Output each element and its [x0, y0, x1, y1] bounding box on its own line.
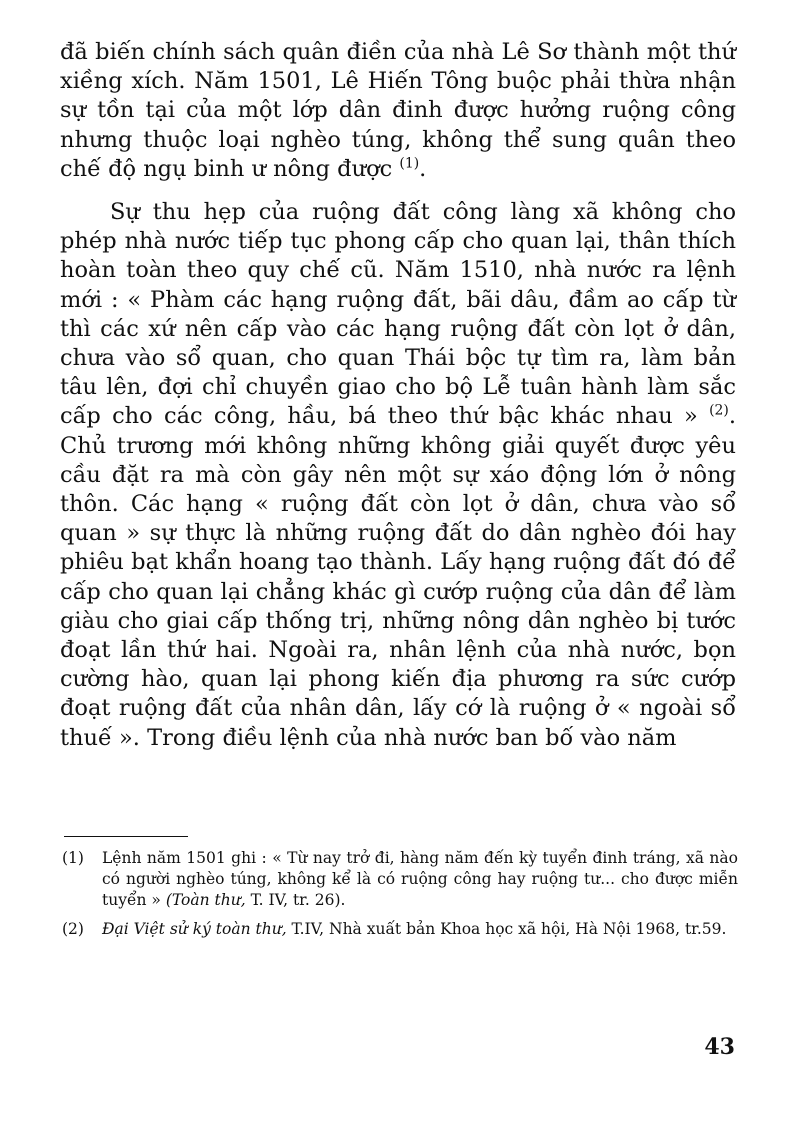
- footnote-ref-1: (1): [399, 155, 420, 172]
- page-number: 43: [704, 1034, 735, 1060]
- footnote-1-source: (Toàn thư,: [165, 891, 246, 909]
- footnote-1-text: Lệnh năm 1501 ghi : « Từ nay trở đi, hàng năm đến kỳ tuyển đinh tráng, xã nào có người nghèo túng, không kể là có ruộng công hay ruộng tư... cho được miễn tuyển »: [102, 849, 738, 909]
- footnote-2-source: Đại Việt sử ký toàn thư,: [102, 920, 287, 938]
- paragraph-2-text-b: . Chủ trương mới không những không giải quyết được yêu cầu đặt ra mà còn gây nên một sự xáo động lớn ở nông thôn. Các hạng « ruộng đất còn lọt ở dân, chưa vào sổ quan » sự thực là những ruộng đất do dân nghèo đói hay phiêu bạt khẩn hoang tạo thành. Lấy hạng ruộng đất đó để cấp cho quan lại chẳng khác gì cướp ruộng của dân để làm giàu cho giai cấp thống trị, những nông dân nghèo bị tước đoạt lần thứ hai. Ngoài ra, nhân lệnh của nhà nước, bọn cường hào, quan lại phong kiến địa phương ra sức cướp đoạt ruộng đất của nhân dân, lấy cớ là ruộng ở « ngoài sổ thuế ». Trong điều lệnh của nhà nước ban bố vào năm: [60, 403, 736, 751]
- footnote-ref-2: (2): [709, 402, 729, 419]
- footnote-1: [62, 848, 738, 911]
- footnote-separator: [64, 836, 188, 837]
- paragraph-2-text-a: Sự thu hẹp của ruộng đất công làng xã không cho phép nhà nước tiếp tục phong cấp cho quan lại, thân thích hoàn toàn theo quy chế cũ. Năm 1510, nhà nước ra lệnh mới : « Phàm các hạng ruộng đất, bãi dâu, đầm ao cấp từ thì các xứ nên cấp vào các hạng ruộng đất còn lọt ở dân, chưa vào sổ quan, cho quan Thái bộc tự tìm ra, làm bản tâu lên, đợi chỉ chuyền giao cho bộ Lễ tuân hành làm sắc cấp cho các công, hầu, bá theo thứ bậc khác nhau »: [60, 199, 736, 430]
- footnote-2-number: (2): [62, 920, 84, 938]
- footnote-1-number: (1): [62, 849, 84, 867]
- paragraph-1: [60, 38, 736, 184]
- footnote-2-body: [102, 919, 738, 940]
- footnotes: [62, 848, 738, 948]
- footnote-2-rest: T.IV, Nhà xuất bản Khoa học xã hội, Hà Nội 1968, tr.59.: [286, 920, 727, 938]
- main-text: [60, 38, 736, 753]
- footnote-1-rest: T. IV, tr. 26).: [245, 891, 346, 909]
- paragraph-2: [60, 198, 736, 753]
- footnote-2: [62, 919, 738, 940]
- paragraph-1-text: đã biến chính sách quân điền của nhà Lê Sơ thành một thứ xiềng xích. Năm 1501, Lê Hiến Tông buộc phải thừa nhận sự tồn tại của một lớp dân đinh được hưởng ruộng công nhưng thuộc loại nghèo túng, không thể sung quân theo chế độ ngụ binh ư nông được: [60, 39, 736, 182]
- footnote-1-body: [102, 848, 738, 911]
- paragraph-1-end: .: [419, 155, 427, 182]
